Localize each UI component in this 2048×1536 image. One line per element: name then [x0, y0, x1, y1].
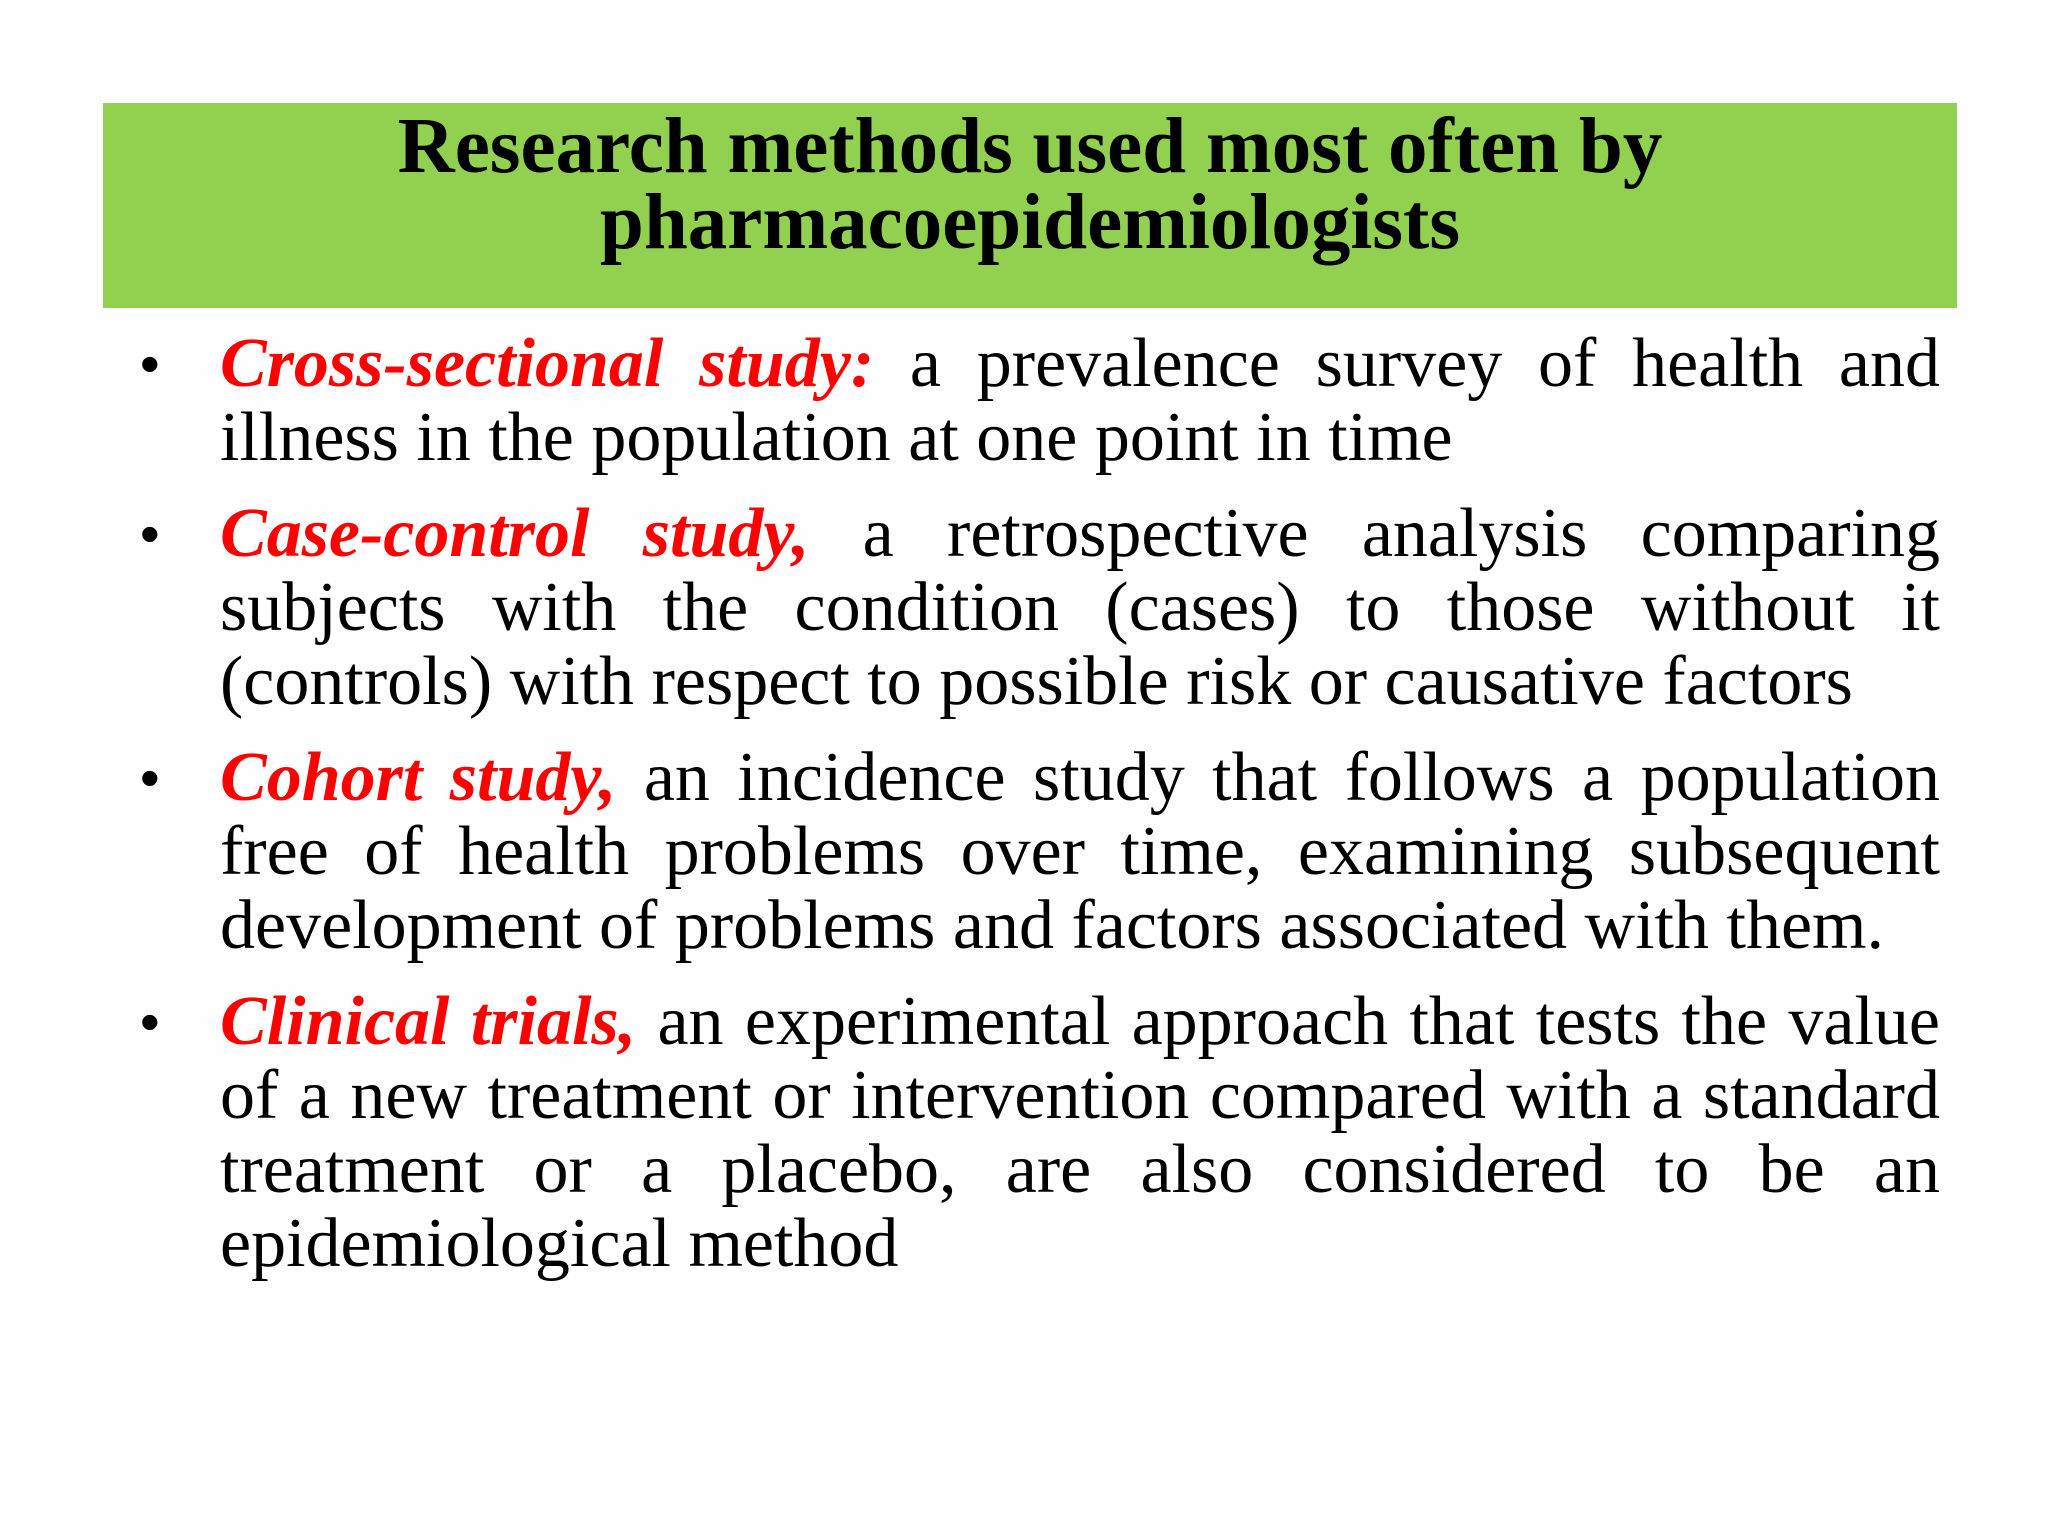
- bullet-term: Case-control study,: [220, 495, 810, 572]
- slide-title: [103, 103, 1957, 266]
- bullet-term: Cohort study,: [220, 739, 617, 816]
- bullet-dot-icon: •: [140, 502, 160, 565]
- bullet-term: Clinical trials,: [220, 983, 637, 1060]
- bullet-item-case-control: [140, 497, 1940, 719]
- bullet-dot-icon: •: [140, 990, 160, 1053]
- bullet-term: Cross-sectional study:: [220, 325, 875, 402]
- title-line-2: pharmacoepidemiologists: [599, 179, 1461, 266]
- bullet-list: [140, 327, 1940, 1303]
- bullet-item-cohort: [140, 741, 1940, 963]
- bullet-description: an incidence study that follows a population free of health problems over time, examining subsequent development of problems and factors associated with them.: [220, 739, 1940, 964]
- bullet-dot-icon: •: [140, 746, 160, 809]
- bullet-description: a retrospective analysis comparing subjects with the condition (cases) to those without it (controls) with respect to possible risk or causative factors: [220, 495, 1941, 720]
- bullet-item-cross-sectional: [140, 327, 1940, 475]
- bullet-item-clinical-trials: [140, 985, 1940, 1281]
- bullet-dot-icon: •: [140, 332, 160, 395]
- title-band: [103, 103, 1957, 308]
- title-line-1: Research methods used most often by: [397, 103, 1663, 190]
- bullet-description: an experimental approach that tests the value of a new treatment or intervention compared with a standard treatment or a placebo, are also considered to be an epidemiological method: [220, 983, 1940, 1282]
- bullet-description: a prevalence survey of health and illness in the population at one point in time: [220, 325, 1940, 476]
